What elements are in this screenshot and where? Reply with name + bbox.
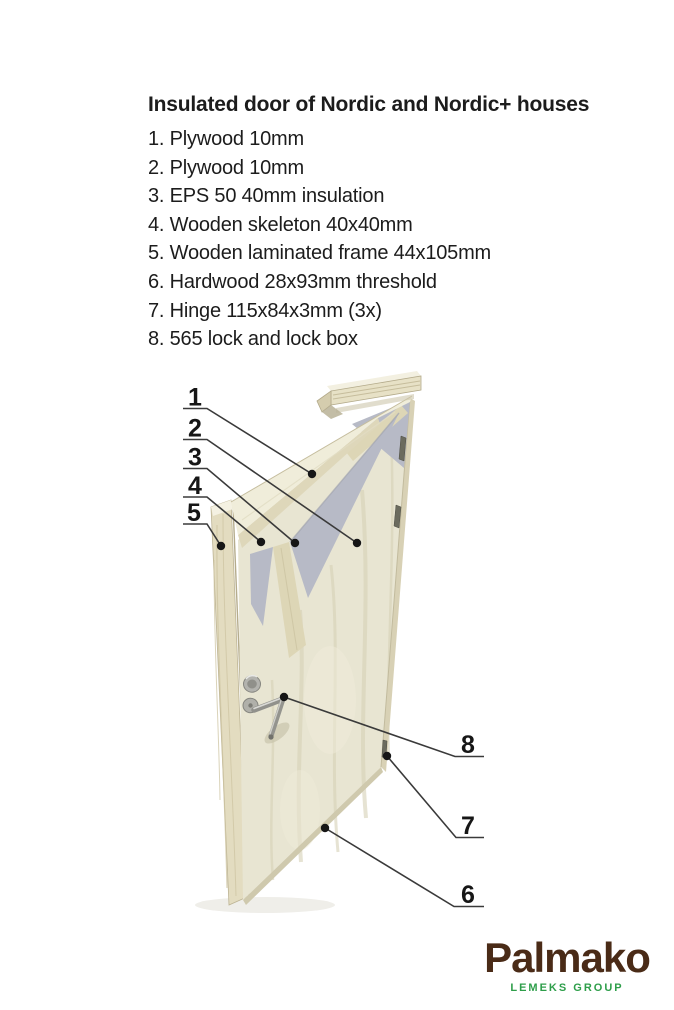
brand-wordmark: Palmako bbox=[484, 934, 650, 981]
callout-6 bbox=[321, 824, 484, 909]
parts-list-item: 7. Hinge 115x84x3mm (3x) bbox=[148, 299, 382, 322]
door-illustration bbox=[211, 371, 421, 905]
callout-label: 5 bbox=[187, 499, 201, 527]
callout-1 bbox=[183, 384, 316, 479]
parts-list-item: 6. Hardwood 28x93mm threshold bbox=[148, 270, 437, 293]
parts-list-item: 4. Wooden skeleton 40x40mm bbox=[148, 213, 413, 236]
callout-label: 1 bbox=[188, 383, 202, 412]
brand-subtitle: LEMEKS GROUP bbox=[510, 982, 624, 994]
callout-label: 7 bbox=[461, 812, 475, 840]
callout-label: 6 bbox=[461, 881, 475, 909]
parts-list-item: 5. Wooden laminated frame 44x105mm bbox=[148, 242, 492, 265]
parts-list-item: 8. 565 lock and lock box bbox=[148, 328, 358, 351]
parts-list-item: 3. EPS 50 40mm insulation bbox=[148, 185, 385, 208]
page-title: Insulated door of Nordic and Nordic+ houses bbox=[148, 93, 590, 116]
callout-7 bbox=[383, 752, 484, 840]
callout-label: 2 bbox=[188, 414, 202, 443]
brand-logo bbox=[472, 934, 662, 994]
parts-list-item: 1. Plywood 10mm bbox=[148, 128, 304, 150]
ground-shadow bbox=[195, 897, 335, 913]
callout-label: 4 bbox=[188, 472, 202, 500]
parts-list-item: 2. Plywood 10mm bbox=[148, 156, 304, 179]
callout-label: 8 bbox=[461, 731, 475, 759]
callout-label: 3 bbox=[188, 443, 202, 472]
